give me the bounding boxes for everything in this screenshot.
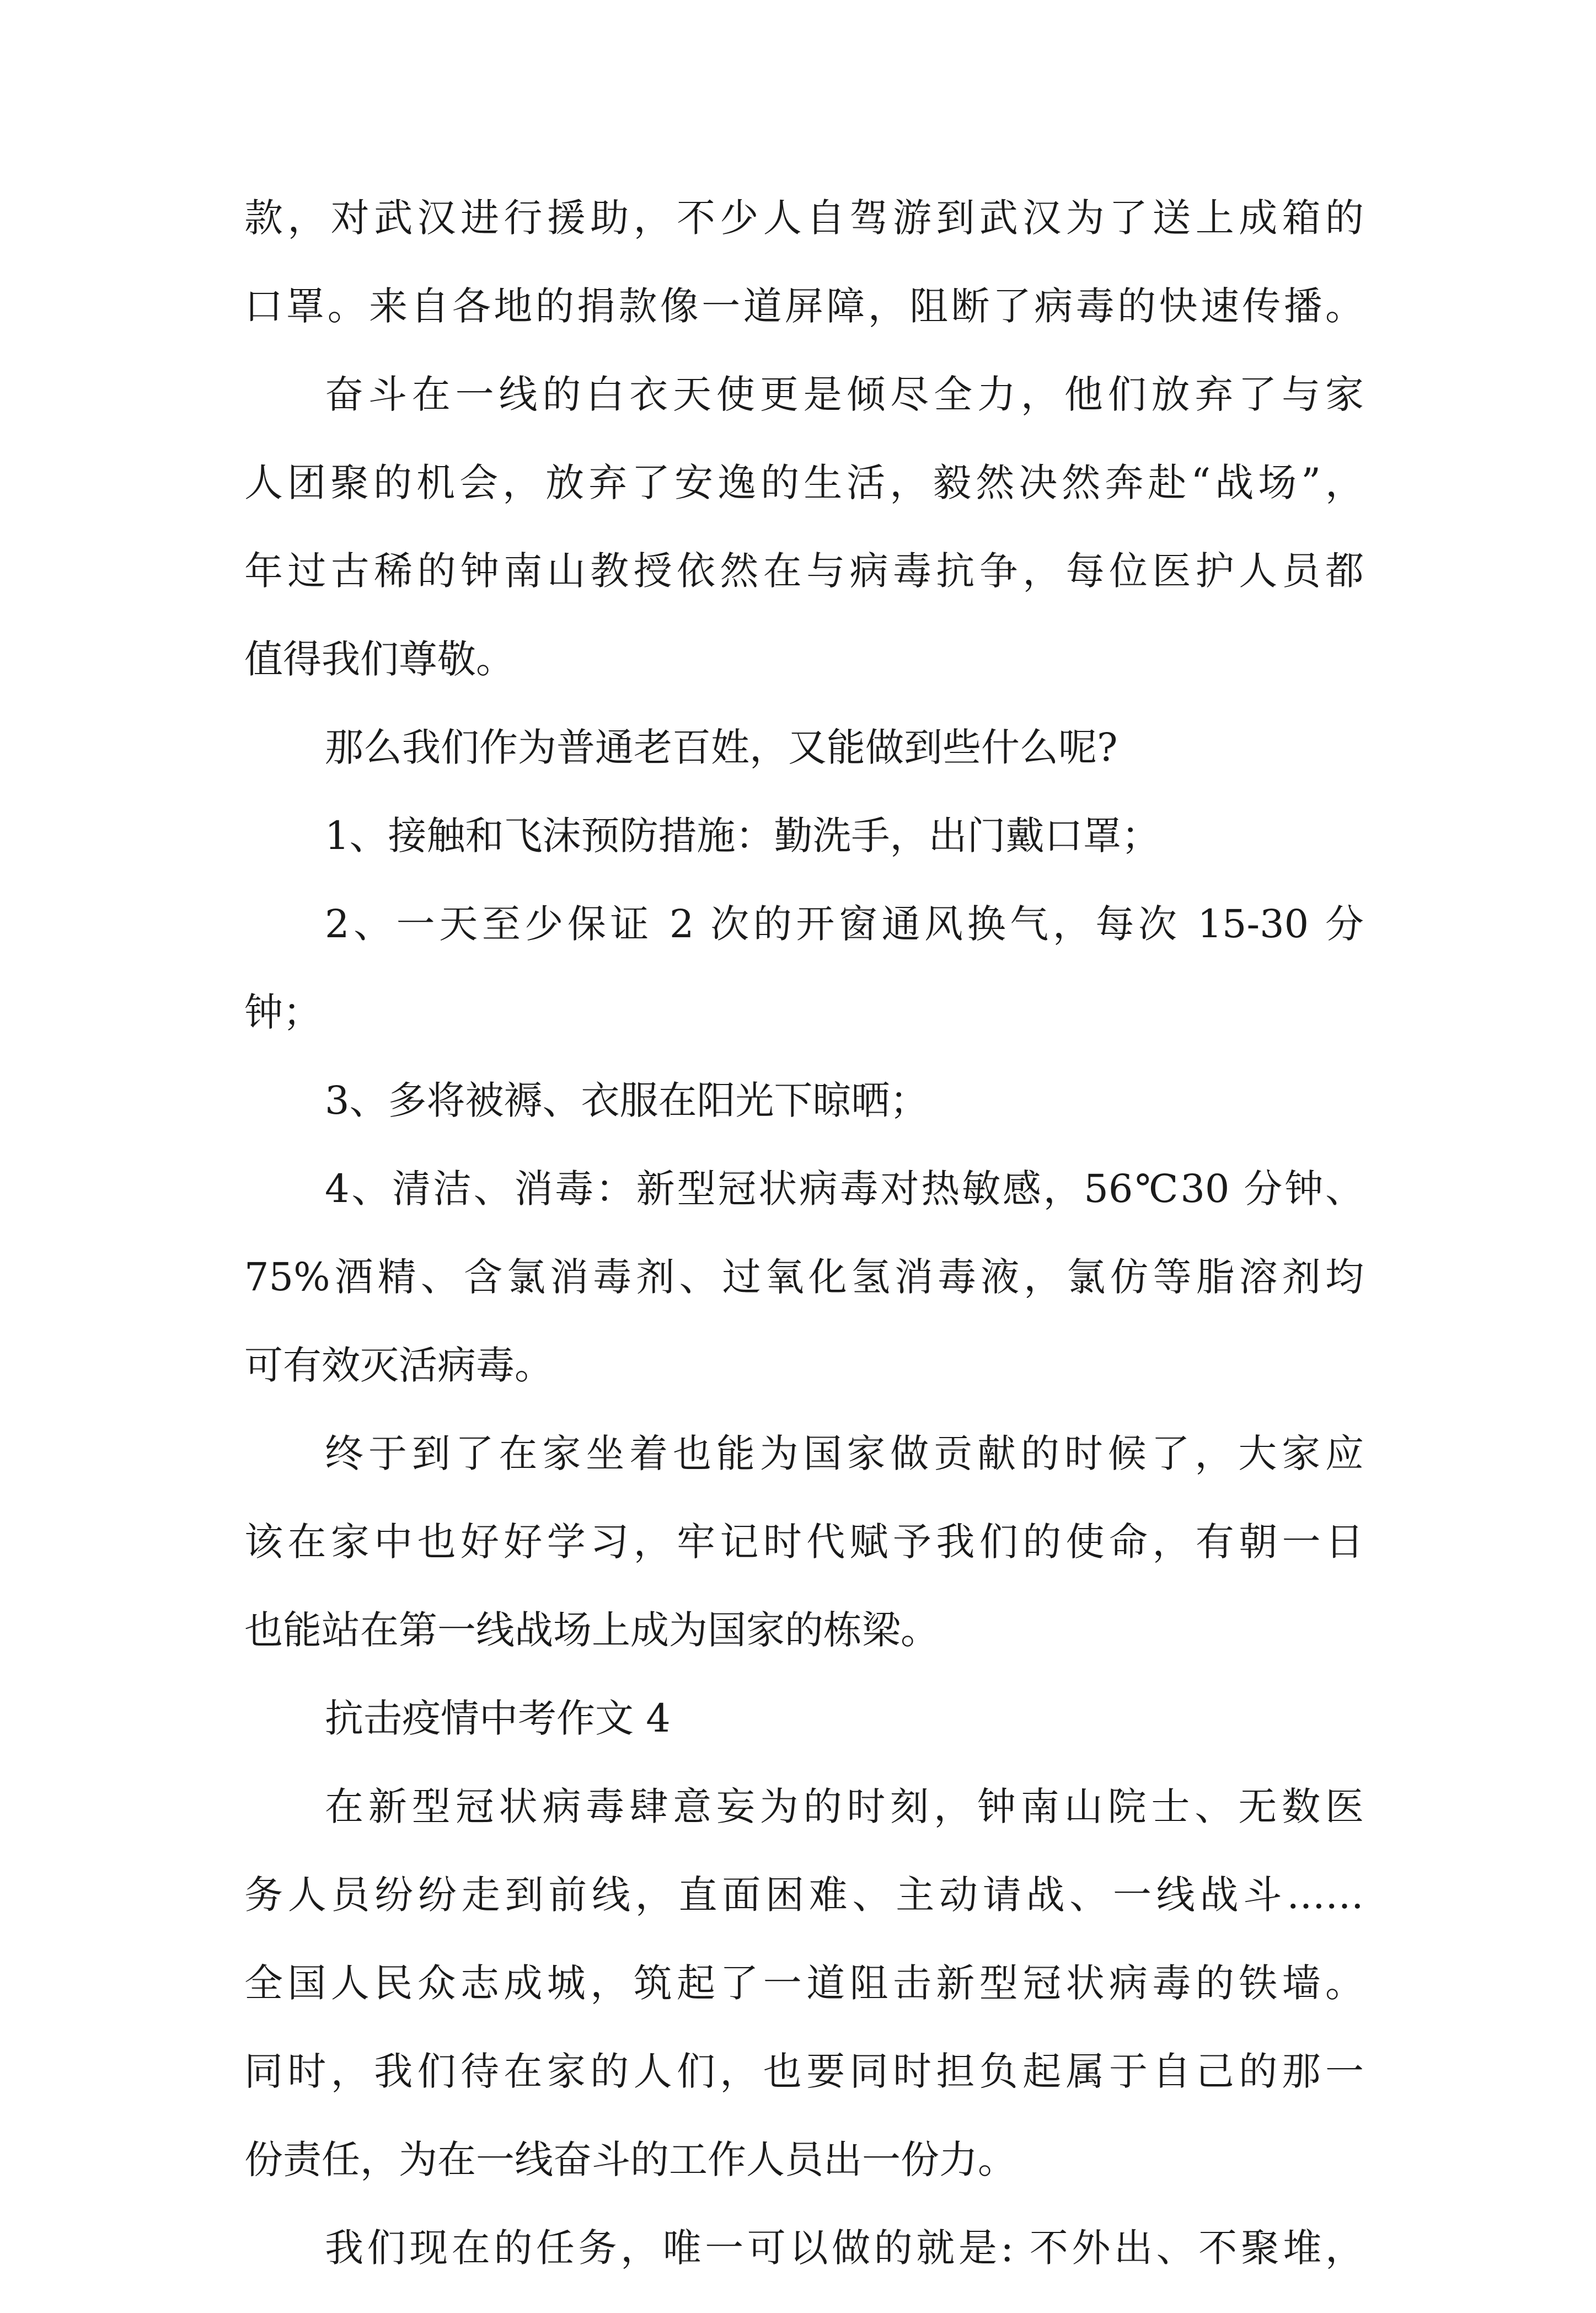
list-item-line: 3、多将被褥、衣服在阳光下晾晒； [325,1078,929,1123]
text-line: 份责任，为在一线奋斗的工作人员出一份力。 [244,2137,1016,2182]
text-line: 口罩。来自各地的捐款像一道屏障，阻断了病毒的快速传播。 [244,284,1364,329]
text-line: 也能站在第一线战场上成为国家的栋梁。 [244,1607,939,1653]
paragraph-start-line: 我们现在的任务，唯一可以做的就是: 不外出、不聚堆， [325,2225,1364,2271]
paragraph-start-line: 终于到了在家坐着也能为国家做贡献的时候了，大家应 [325,1431,1364,1476]
paragraph-start-line: 奋斗在一线的白衣天使更是倾尽全力，他们放弃了与家 [325,372,1364,417]
text-line: 款，对武汉进行援助，不少人自驾游到武汉为了送上成箱的 [244,195,1364,241]
text-line: 同时，我们待在家的人们，也要同时担负起属于自己的那一 [244,2049,1364,2094]
document-body [244,195,1364,2313]
list-item-line: 1、接触和飞沫预防措施：勤洗手，出门戴口罩； [325,813,1160,858]
text-line: 务人员纷纷走到前线，直面困难、主动请战、一线战斗…… [244,1872,1364,1917]
text-line: 值得我们尊敬。 [244,637,515,682]
paragraph-start-line: 那么我们作为普通老百姓，又能做到些什么呢? [325,725,1118,770]
text-line: 人团聚的机会，放弃了安逸的生活，毅然决然奔赴“战场”， [244,460,1364,505]
list-item-line: 4、清洁、消毒：新型冠状病毒对热敏感，56℃30 分钟、 [325,1166,1364,1211]
text-line: 75%酒精、含氯消毒剂、过氧化氢消毒液，氯仿等脂溶剂均 [244,1254,1364,1300]
text-line: 钟； [244,990,322,1035]
text-line: 全国人民众志成城，筑起了一道阻击新型冠状病毒的铁墙。 [244,1961,1364,2006]
text-line: 年过古稀的钟南山教授依然在与病毒抗争，每位医护人员都 [244,548,1364,594]
text-line: 可有效灭活病毒。 [244,1343,553,1388]
paragraph-start-line: 在新型冠状病毒肆意妄为的时刻，钟南山院士、无数医 [325,1784,1364,1829]
text-line: 该在家中也好好学习，牢记时代赋予我们的使命，有朝一日 [244,1519,1364,1564]
section-heading: 抗击疫情中考作文 4 [325,1696,671,1741]
list-item-line: 2、一天至少保证 2 次的开窗通风换气，每次 15-30 分 [325,901,1364,947]
